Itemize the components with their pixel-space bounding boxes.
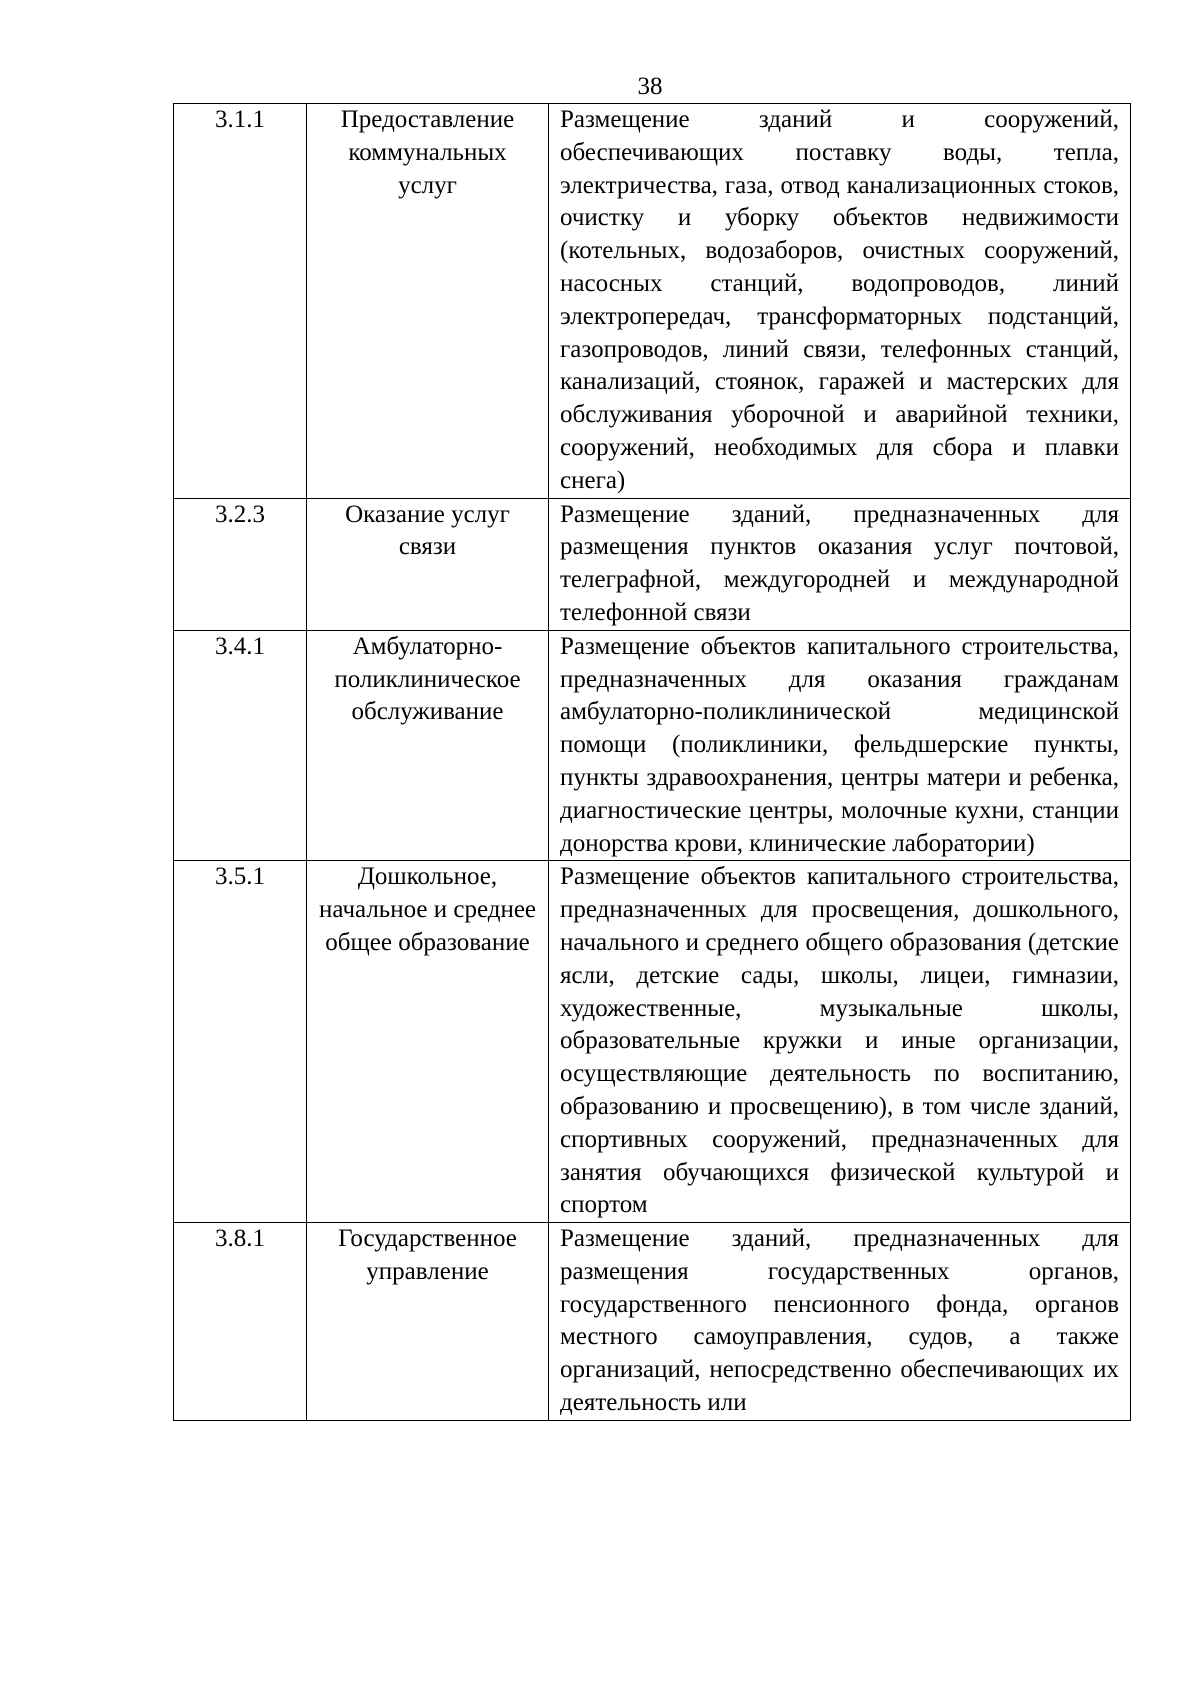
row-name: Амбулаторно-поликлиническое обслуживание: [307, 630, 549, 861]
table-row: [174, 861, 1131, 1223]
row-code: 3.1.1: [174, 104, 307, 499]
table-row: [174, 1223, 1131, 1421]
row-name: Государственное управление: [307, 1223, 549, 1421]
row-code: 3.4.1: [174, 630, 307, 861]
row-name: Предоставление коммунальных услуг: [307, 104, 549, 499]
table-row: [174, 498, 1131, 630]
row-code: 3.2.3: [174, 498, 307, 630]
row-description: Размещение зданий и сооружений, обеспечивающих поставку воды, тепла, электричества, газа, отвод канализационных стоков, очистку и уборку объектов недвижимости (котельных, водозаборов, очистных сооружений, насосных станций, водопроводов, линий электропередач, трансформаторных подстанций, газопроводов, линий связи, телефонных станций, канализаций, стоянок, гаражей и мастерских для обслуживания уборочной и аварийной техники, сооружений, необходимых для сбора и плавки снега): [549, 104, 1131, 499]
row-description: Размещение объектов капитального строительства, предназначенных для оказания гражданам амбулаторно-поликлинической медицинской помощи (поликлиники, фельдшерские пункты, пункты здравоохранения, центры матери и ребенка, диагностические центры, молочные кухни, станции донорства крови, клинические лаборатории): [549, 630, 1131, 861]
row-description: Размещение объектов капитального строительства, предназначенных для просвещения, дошкольного, начального и среднего общего образования (детские ясли, детские сады, школы, лицеи, гимназии, художественные, музыкальные школы, образовательные кружки и иные организации, осуществляющие деятельность по воспитанию, образованию и просвещению), в том числе зданий, спортивных сооружений, предназначенных для занятия обучающихся физической культурой и спортом: [549, 861, 1131, 1223]
row-code: 3.5.1: [174, 861, 307, 1223]
land-use-table: [173, 103, 1131, 1421]
page-number: 38: [637, 73, 663, 100]
table-row: [174, 104, 1131, 499]
row-code: 3.8.1: [174, 1223, 307, 1421]
row-name: Дошкольное, начальное и среднее общее образование: [307, 861, 549, 1223]
row-description: Размещение зданий, предназначенных для размещения пунктов оказания услуг почтовой, телеграфной, междугородней и международной телефонной связи: [549, 498, 1131, 630]
row-description: Размещение зданий, предназначенных для размещения государственных органов, государственного пенсионного фонда, органов местного самоуправления, судов, а также организаций, непосредственно обеспечивающих их деятельность или: [549, 1223, 1131, 1421]
table-row: [174, 630, 1131, 861]
row-name: Оказание услуг связи: [307, 498, 549, 630]
